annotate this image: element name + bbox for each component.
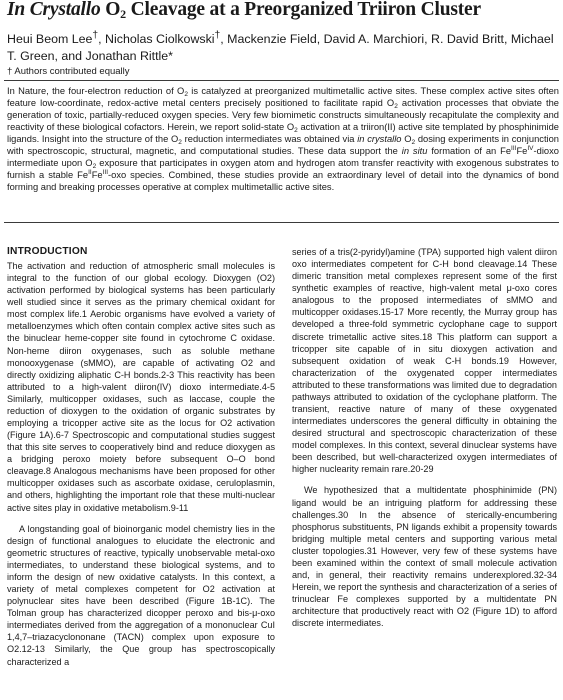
abstract-bottom-rule	[4, 222, 559, 223]
author-footnote: † Authors contributed equally	[7, 66, 130, 77]
title-italic: In Crystallo	[7, 0, 101, 20]
abstract: In Nature, the four-electron reduction of $O_2$ is catalyzed at preorganized multimetallic active sites. These complex active sites often feature low-coordinate, redox-active metal centers precisely positioned to facilitate rapid $O_2$ activation processes that obviate the generation of toxic, partially-reduced oxygen species. Very few biomimetic constructs simultaneously recapitulate the complexity and reactivity of these biological cofactors. Herein, we report solid-state $O_2$ activation at a triiron(II) active site templated by phosphinimide ligands. Insight into the structure of the $O_2$ reduction intermediates was obtained via in crystallo $O_2$ dosing experiments in conjunction with spectroscopic, structural, magnetic, and computational studies. These data support the in situ formation of an $Fe^{III}Fe^{IV}$-dioxo intermediate upon $O_2$ exposure that participates in oxygen atom and hydrogen atom transfer reactivity with exogenous substrates to furnish a stable $Fe^{II}Fe^{III}$-oxo species. Combined, these studies provide an extraordinary level of detail into the dynamics of bond forming and breaking processes operative at complex multimetallic active sites.	[7, 86, 560, 193]
title-o2: $O_2$	[105, 0, 126, 21]
intro-paragraph-3: series of a tris(2-pyridyl)amine (TPA) supported high valent diiron oxo intermediates competent for C-H bond cleavage.14 These dimeric transition metal complexes represent some of the first synthetic examples of reactive, high-valent metal μ-oxo cores analogous to the proposed intermediates of sMMO and multicopper oxidases.15-17 More recently, the Murray group has developed a three-fold symmetric cyclophane cage to support discrete trimetallic active sites.18 This platform can support a tricopper site capable of in situ dioxygen activation and subsequent oxidation of weak C-H bonds.19 However, characterization of the oxygenated copper intermediates attributed to these transformations was limited due to degradation pathways attributed to oxidation of the cyclophane platform. The transient, reactive nature of many of these oxygenated intermediates underscores the general difficulty in obtaining the desired structural and spectroscopic characterization of these model complexes. In this context, several dinuclear systems have been described, but well-characterized oxygen intermediates of higher nuclearity remain rare.20-29	[292, 247, 557, 475]
section-heading-introduction: INTRODUCTION	[7, 246, 88, 257]
title-rest: Cleavage at a Preorganized Triiron Cluster	[125, 0, 481, 20]
author-list: Heui Beom Lee†, Nicholas Ciolkowski†, Mackenzie Field, David A. Marchiori, R. David Britt, Michael T. Green, and Jonathan Rittle*	[7, 30, 554, 64]
paper-title	[7, 0, 559, 22]
left-column	[7, 260, 275, 668]
intro-paragraph-4: We hypothesized that a multidentate phosphinimide (PN) ligand would be an intriguing platform for addressing these challenges.30 In the absence of sterically-encumbering phosphorus substituents, PN ligands exhibit a propensity towards bridging multiple metal centers and supporting various metal cluster topologies.31 However, very few of these systems have been examined within the context of small molecule activation and, in general, their reactivity remains underexplored.32-34 Herein, we report the synthesis and characterization of a series of trinuclear Fe complexes supported by a multidentate PN architecture that productively react with O2 (Figure 1D) to afford discrete intermediates.	[292, 485, 557, 629]
abstract-top-rule	[4, 80, 559, 81]
intro-paragraph-1: The activation and reduction of atmospheric small molecules is integral to the function of our global ecology. Dioxygen (O2) activation performed by biological systems has been particularly well studied since it serves as the primary chemical oxidant for most complex life.1 Aerobic organisms have evolved a variety of metalloenzymes which often contain complex active sites such as the binuclear heme-copper site found in cytochrome C oxidase. Non-heme diiron oxygenases, such as soluble methane monooxygenase (sMMO), are capable of activating O2 and directly oxidizing aliphatic C-H bonds.2-3 This reactivity has been attributed to a high-valent diiron(IV) dioxo intermediate.4-5 Similarly, multicopper oxidases, such as laccase, couple the reduction of dioxygen to the oxidation of organic substrates by employing a tricopper active site as the locus for O2 activation (Figure 1A).6-7 Spectroscopic and computational studies suggest that this site serves to cooperatively bind and reduce dioxygen as a bridging peroxo moiety before subsequent O–O bond cleavage.8 Analogous mechanisms have been proposed for other multicopper oxidases such as ascorbate oxidase, ceruloplasmin, and others, highlighting the important role that these multi-nuclear active sites play in oxidative metabolism.9-11	[7, 261, 275, 513]
intro-paragraph-2: A longstanding goal of bioinorganic model chemistry lies in the design of functional analogues to elucidate the electronic and geometric structures of reactive, typically unobservable metal-oxo intermediates, to understand these biological systems, and to inform the design of new oxidative catalysts. In this context, a variety of metal complexes competent for O2 activation at polynuclear sites have been described (Figure 1B-1C). The Tolman group has characterized dicopper peroxo and bis-μ-oxo intermediates derived from the aggregation of a mononuclear CuI 1,4,7–triazacyclononane (TACN) complex upon exposure to O2.12-13 Similarly, the Que group has spectroscopically characterized a	[7, 523, 275, 667]
right-column	[292, 246, 557, 629]
